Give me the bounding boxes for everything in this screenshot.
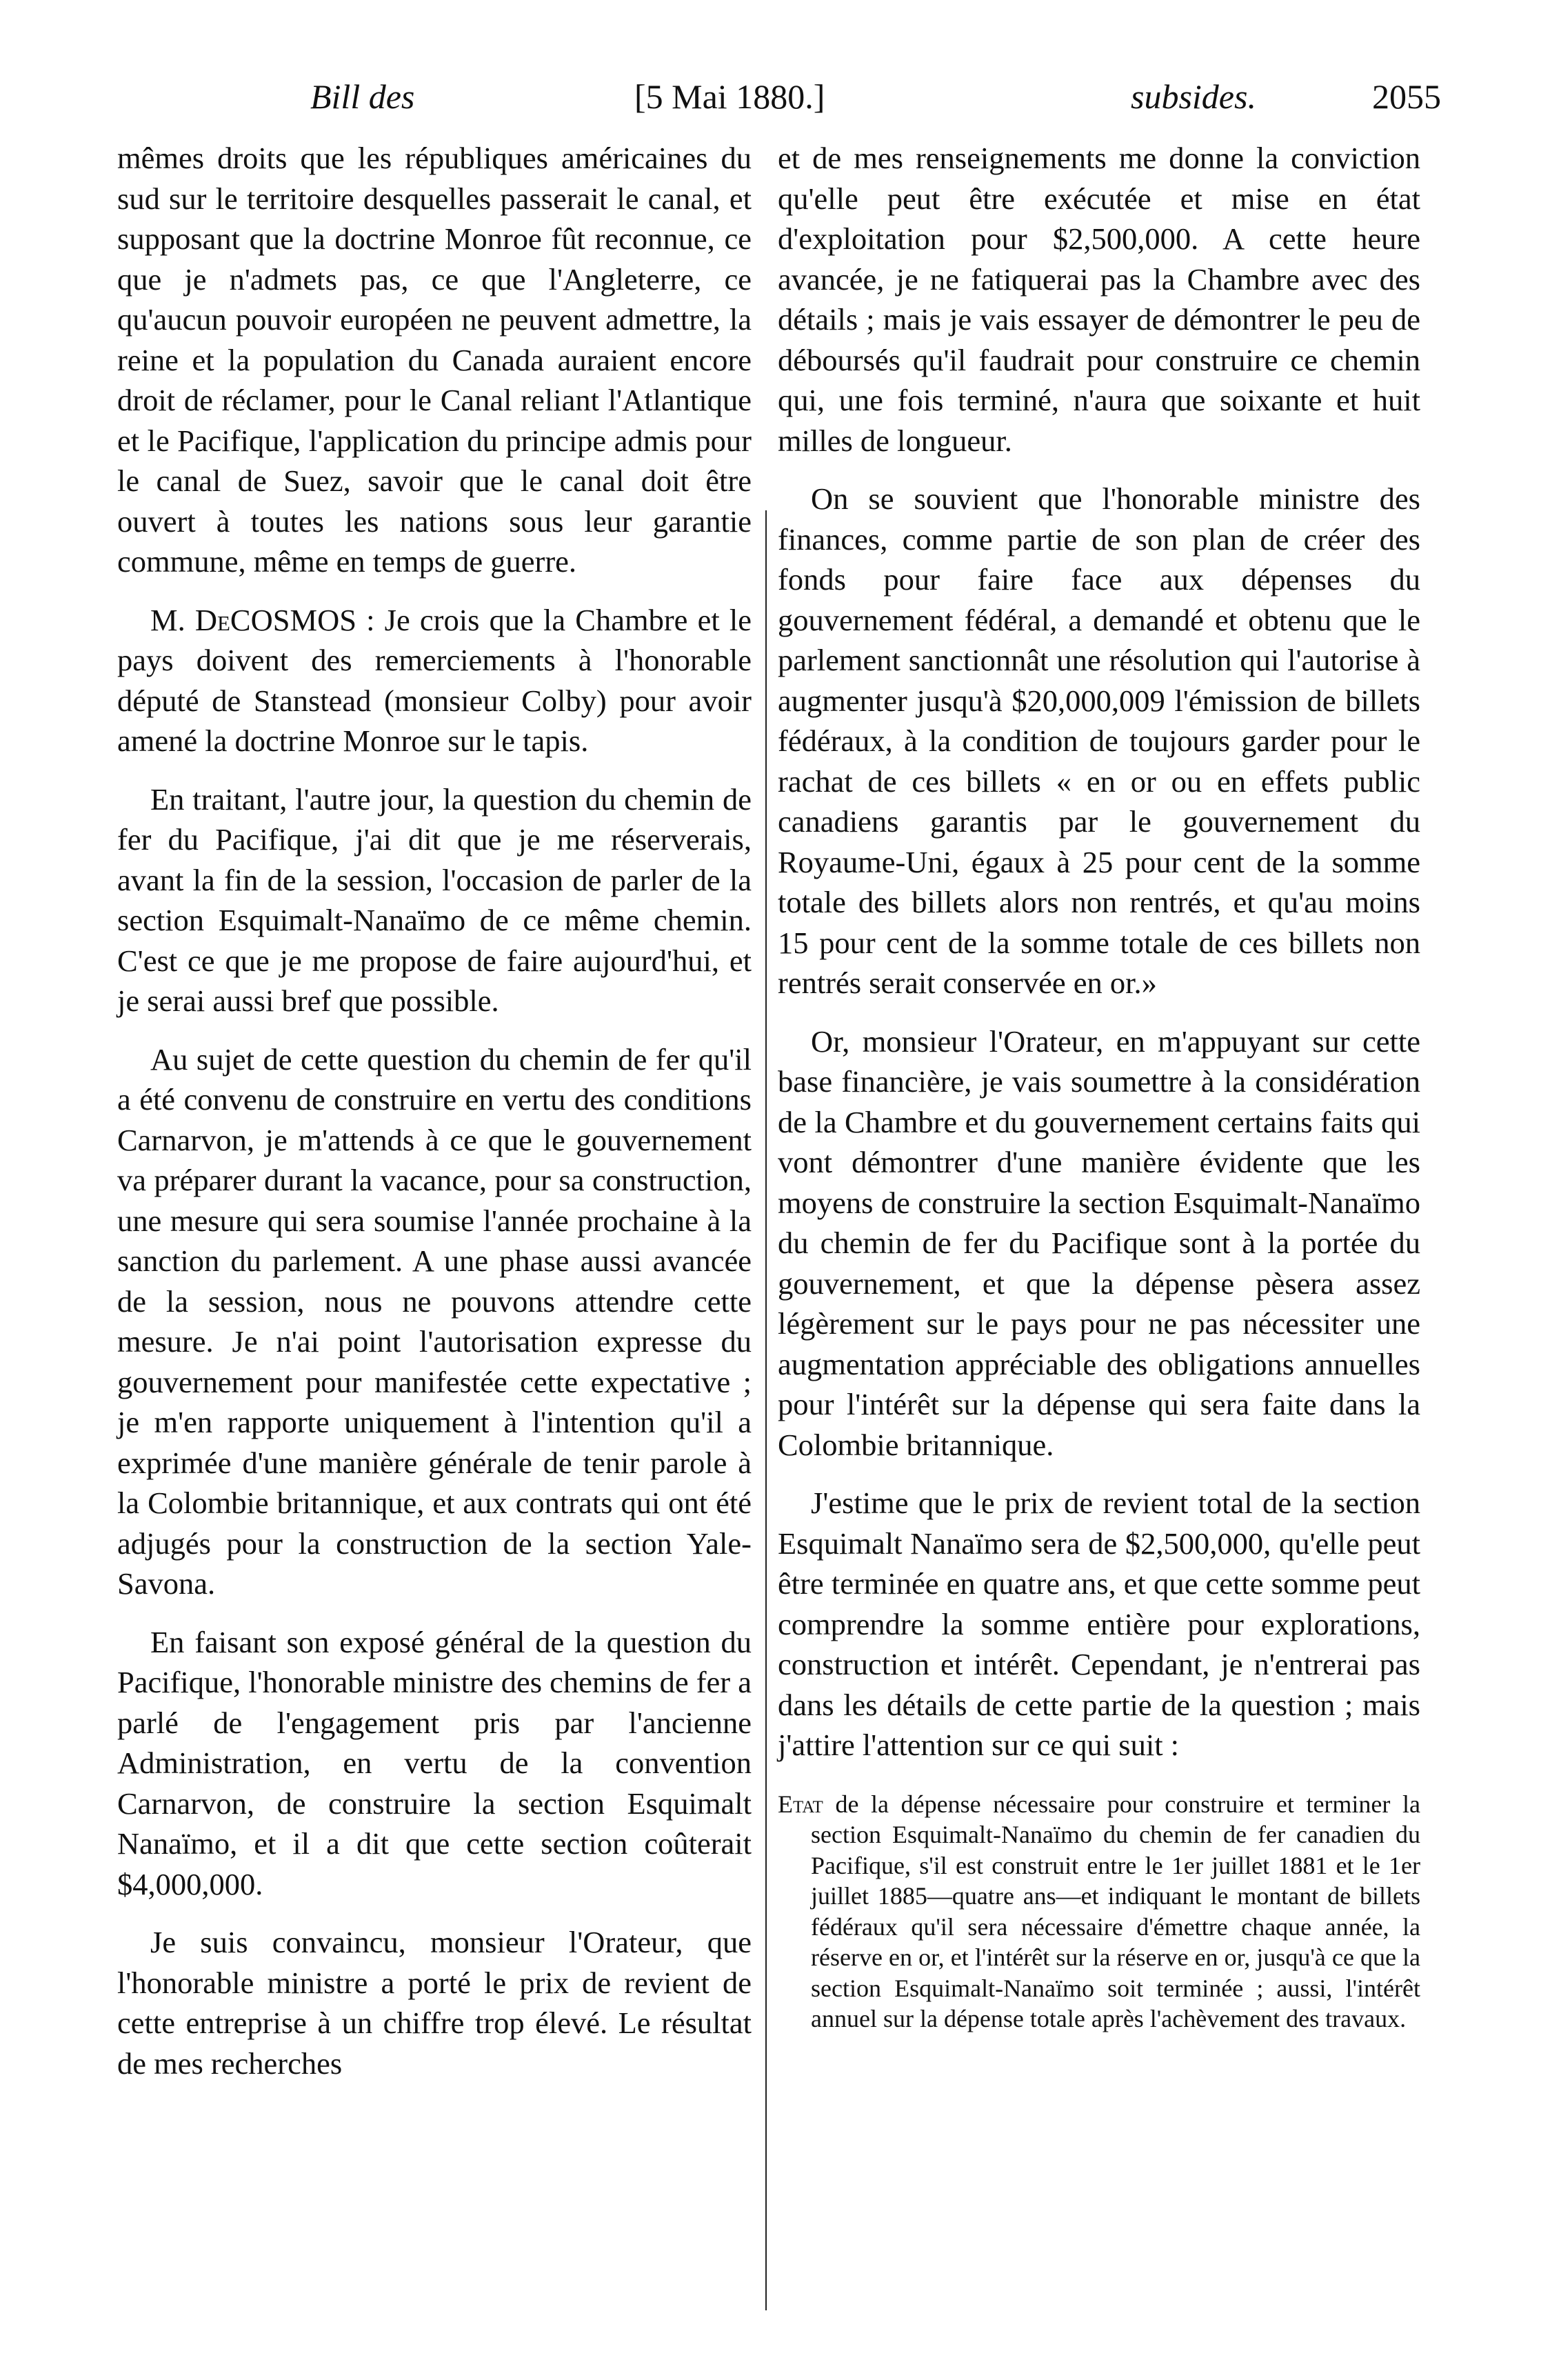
speaker-name: M. DeCOSMOS	[150, 602, 356, 637]
right-column	[778, 138, 1420, 2034]
speaker-paragraph	[117, 600, 752, 761]
table-caption-note	[778, 1789, 1420, 2034]
paragraph: En traitant, l'autre jour, la question du chemin de fer du Pacifique, j'ai dit que je me réserverais, avant la fin de la session, l'occasion de parler de la section Esquimalt-Nanaïmo de ce même chemin. C'est ce que je me propose de faire aujourd'hui, et je serai aussi bref que possible.	[117, 781, 752, 1018]
header-right-title: subsides.	[1131, 77, 1256, 116]
paragraph: En faisant son exposé général de la question du Pacifique, l'honorable ministre des chemins de fer a parlé de l'engagement pris par l'ancienne Administration, en vertu de la convention Carnarvon, de construire la section Esquimalt Nanaïmo, et il a dit que cette section coûterait $4,000,000.	[117, 1624, 752, 1901]
paragraph: J'estime que le prix de revient total de la section Esquimalt Nanaïmo sera de $2,500,000, qu'elle peut être terminée en quatre ans, et que cette somme peut comprendre la somme entière pour explorations, construction et intérêt. Cependant, je n'entrerai pas dans les détails de cette partie de la question ; mais j'attire l'attention sur ce qui suit :	[778, 1486, 1420, 1762]
note-text: de la dépense nécessaire pour construire et terminer la section Esquimalt-Nanaïmo du chemin de fer canadien du Pacifique, s'il est construit entre le 1er juillet 1881 et le 1er juillet 1885—quatre ans—et indiquant le montant de billets fédéraux qu'il sera nécessaire d'émettre chaque année, la réserve en or, et l'intérêt sur la réserve en or, jusqu'à ce que la section Esquimalt-Nanaïmo soit terminée ; aussi, l'intérêt annuel sur la dépense totale après l'achèvement des travaux.	[811, 1790, 1420, 2032]
note-lead: Etat	[778, 1790, 823, 1818]
column-divider	[765, 510, 767, 2310]
header-date: [5 Mai 1880.]	[634, 77, 825, 116]
paragraph: Au sujet de cette question du chemin de fer qu'il a été convenu de construire en vertu des conditions Carnarvon, je m'attends à ce que le gouvernement va préparer durant la vacance, pour sa construction, une mesure qui sera soumise l'année prochaine à la sanction du parlement. A une phase aussi avancée de la session, nous ne pouvons attendre cette mesure. Je n'ai point l'autorisation expresse du gouvernement pour manifestée cette expectative ; je m'en rapporte uniquement à l'intention qu'il a exprimée d'une manière générale de tenir parole à la Colombie britannique, et aux contrats qui ont été adjugés pour la construction de la section Yale-Savona.	[117, 1041, 752, 1601]
paragraph: mêmes droits que les républiques américaines du sud sur le territoire desquelles passerait le canal, et supposant que la doctrine Monroe fût reconnue, ce que je n'admets pas, ce que l'Angleterre, ce qu'aucun pouvoir européen ne peuvent admettre, la reine et la population du Canada auraient encore droit de réclamer, pour le Canal reliant l'Atlantique et le Pacifique, l'application du principe admis pour le canal de Suez, savoir que le canal doit être ouvert à toutes les nations sous leur garantie commune, même en temps de guerre.	[117, 141, 752, 579]
paragraph: On se souvient que l'honorable ministre des finances, comme partie de son plan de créer des fonds pour faire face aux dépenses du gouvernement fédéral, a demandé et obtenu que le parlement sanctionnât une résolution qui l'autorise à augmenter jusqu'à $20,000,009 l'émission de billets fédéraux, à la condition de toujours garder pour le rachat de ces billets « en or ou en effets public canadiens garantis par le gouvernement du Royaume-Uni, égaux à 25 pour cent de la somme totale des billets alors non rentrés, et qu'au moins 15 pour cent de la somme totale de ces billets non rentrés serait conservée en or.»	[778, 481, 1420, 1000]
page-number: 2055	[1372, 77, 1441, 116]
page-header	[117, 69, 1441, 124]
left-column	[117, 138, 752, 2083]
header-left-title: Bill des	[310, 77, 415, 116]
paragraph: Je suis convaincu, monsieur l'Orateur, que l'honorable ministre a porté le prix de revient de cette entreprise à un chiffre trop élevé. Le résultat de mes recherches	[117, 1925, 752, 2081]
paragraph: Or, monsieur l'Orateur, en m'appuyant sur cette base financière, je vais soumettre à la considération de la Chambre et du gouvernement certains faits qui vont démontrer d'une manière évidente que les moyens de construire la section Esquimalt-Nanaïmo du chemin de fer du Pacifique sont à la portée du gouvernement, et que la dépense pèsera assez légèrement sur le pays pour ne pas nécessiter une augmentation appréciable des obligations annuelles pour l'intérêt sur la dépense qui sera faite dans la Colombie britannique.	[778, 1023, 1420, 1462]
paragraph: et de mes renseignements me donne la conviction qu'elle peut être exécutée et mise en état d'exploitation pour $2,500,000. A cette heure avancée, je ne fatiquerai pas la Chambre avec des détails ; mais je vais essayer de démontrer le peu de déboursés qu'il faudrait pour construire ce chemin qui, une fois terminé, n'aura que soixante et huit milles de longueur.	[778, 141, 1420, 458]
speaker-text: : Je crois que la Chambre et le pays doivent des remerciements à l'honorable député de Stanstead (monsieur Colby) pour avoir amené la doctrine Monroe sur le tapis.	[117, 602, 752, 758]
